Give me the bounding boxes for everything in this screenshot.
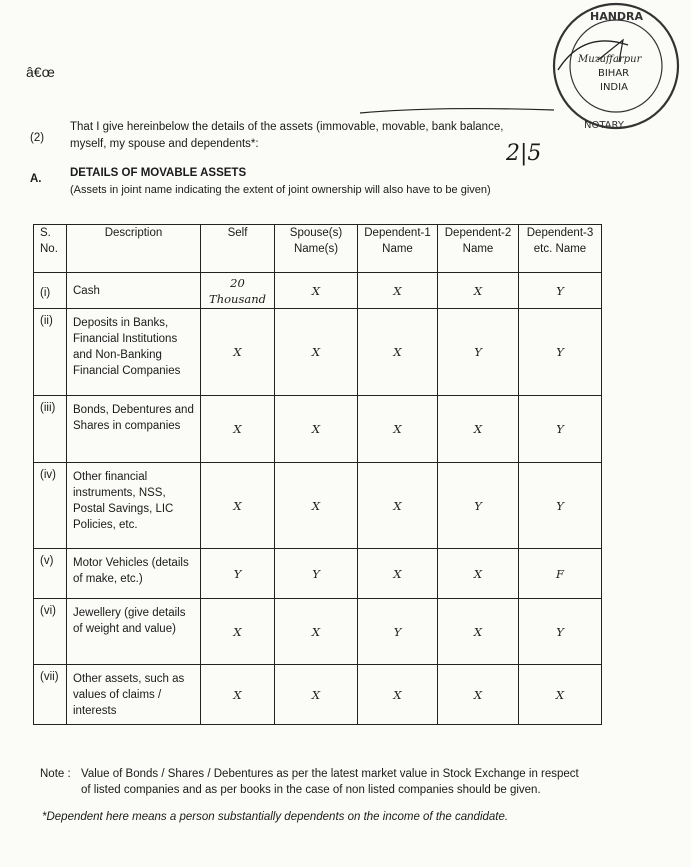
spouse-mark: X — [275, 273, 358, 309]
self-mark: Y — [201, 549, 275, 599]
header-dependent-1: Dependent-1 Name — [358, 225, 438, 273]
note-line1: Value of Bonds / Shares / Debentures as per the latest market value in Stock Exchange in respect — [81, 768, 579, 780]
header-self: Self — [201, 225, 275, 273]
stamp-top-text: HANDRA — [590, 10, 644, 23]
section-intro-line1: That I give hereinbelow the details of the assets (immovable, movable, bank balance, — [70, 121, 504, 133]
dependent-2-mark: X — [438, 665, 519, 725]
header-sno: S. No. — [34, 225, 67, 273]
dependent-2-mark: X — [438, 273, 519, 309]
footnote: *Dependent here means a person substantially dependents on the income of the candidate. — [42, 811, 509, 823]
dependent-3-mark: Y — [519, 309, 602, 396]
table-row — [34, 665, 602, 725]
row-number: (i) — [34, 273, 67, 309]
notary-stamp — [538, 0, 688, 140]
dependent-1-mark: X — [358, 273, 438, 309]
table-row — [34, 599, 602, 665]
dependent-3-mark: Y — [519, 463, 602, 549]
self-mark: X — [201, 599, 275, 665]
table-header-row — [34, 225, 602, 273]
dependent-1-mark: X — [358, 309, 438, 396]
dependent-2-mark: X — [438, 549, 519, 599]
spouse-mark: X — [275, 665, 358, 725]
movable-assets-table — [33, 224, 602, 725]
stamp-center-1: Muzaffarpur — [578, 54, 642, 65]
dependent-1-mark: Y — [358, 599, 438, 665]
row-description: Motor Vehicles (details of make, etc.) — [67, 549, 201, 599]
self-mark: X — [201, 665, 275, 725]
page-mark: â€œ — [26, 64, 55, 80]
row-description: Other assets, such as values of claims / interests — [67, 665, 201, 725]
row-number: (ii) — [34, 309, 67, 396]
handwritten-page-ref: 2|5 — [506, 141, 542, 166]
subsection-letter: A. — [30, 173, 42, 185]
row-number: (iii) — [34, 396, 67, 463]
table-row — [34, 273, 602, 309]
dependent-1-mark: X — [358, 396, 438, 463]
dependent-3-mark: Y — [519, 599, 602, 665]
dependent-3-mark: Y — [519, 396, 602, 463]
dependent-1-mark: X — [358, 463, 438, 549]
row-description: Bonds, Debentures and Shares in companies — [67, 396, 201, 463]
spouse-mark: X — [275, 599, 358, 665]
header-description: Description — [67, 225, 201, 273]
signature-line — [358, 104, 558, 118]
self-mark: X — [201, 396, 275, 463]
note-label: Note : — [40, 768, 71, 780]
row-number: (vi) — [34, 599, 67, 665]
dependent-2-mark: X — [438, 396, 519, 463]
spouse-mark: X — [275, 309, 358, 396]
self-mark: X — [201, 463, 275, 549]
stamp-center-2: BIHAR — [598, 68, 630, 79]
dependent-3-mark: F — [519, 549, 602, 599]
stamp-center-3: INDIA — [600, 82, 628, 93]
table-row — [34, 396, 602, 463]
subsection-note: (Assets in joint name indicating the extent of joint ownership will also have to be given) — [70, 184, 491, 196]
table-row — [34, 463, 602, 549]
dependent-2-mark: X — [438, 599, 519, 665]
dependent-3-mark: X — [519, 665, 602, 725]
spouse-mark: Y — [275, 549, 358, 599]
dependent-2-mark: Y — [438, 463, 519, 549]
dependent-2-mark: Y — [438, 309, 519, 396]
spouse-mark: X — [275, 396, 358, 463]
spouse-mark: X — [275, 463, 358, 549]
stamp-bottom-text: NOTARY — [584, 120, 624, 131]
row-number: (iv) — [34, 463, 67, 549]
section-intro-line2: myself, my spouse and dependents*: — [70, 138, 259, 150]
table-row — [34, 309, 602, 396]
row-number: (vii) — [34, 665, 67, 725]
dependent-1-mark: X — [358, 549, 438, 599]
row-description: Cash — [67, 273, 201, 309]
subsection-title: DETAILS OF MOVABLE ASSETS — [70, 167, 247, 179]
dependent-1-mark: X — [358, 665, 438, 725]
self-mark: X — [201, 309, 275, 396]
row-description: Jewellery (give details of weight and value) — [67, 599, 201, 665]
header-dependent-2: Dependent-2 Name — [438, 225, 519, 273]
self-value: 20 Thousand — [201, 273, 275, 309]
row-description: Other financial instruments, NSS, Postal Savings, LIC Policies, etc. — [67, 463, 201, 549]
header-dependent-3: Dependent-3 etc. Name — [519, 225, 602, 273]
header-spouse: Spouse(s) Name(s) — [275, 225, 358, 273]
row-description: Deposits in Banks, Financial Institutions and Non-Banking Financial Companies — [67, 309, 201, 396]
row-number: (v) — [34, 549, 67, 599]
table-row — [34, 549, 602, 599]
note-line2: of listed companies and as per books in the case of non listed companies should be given. — [81, 784, 541, 796]
dependent-3-mark: Y — [519, 273, 602, 309]
section-number: (2) — [30, 132, 45, 144]
